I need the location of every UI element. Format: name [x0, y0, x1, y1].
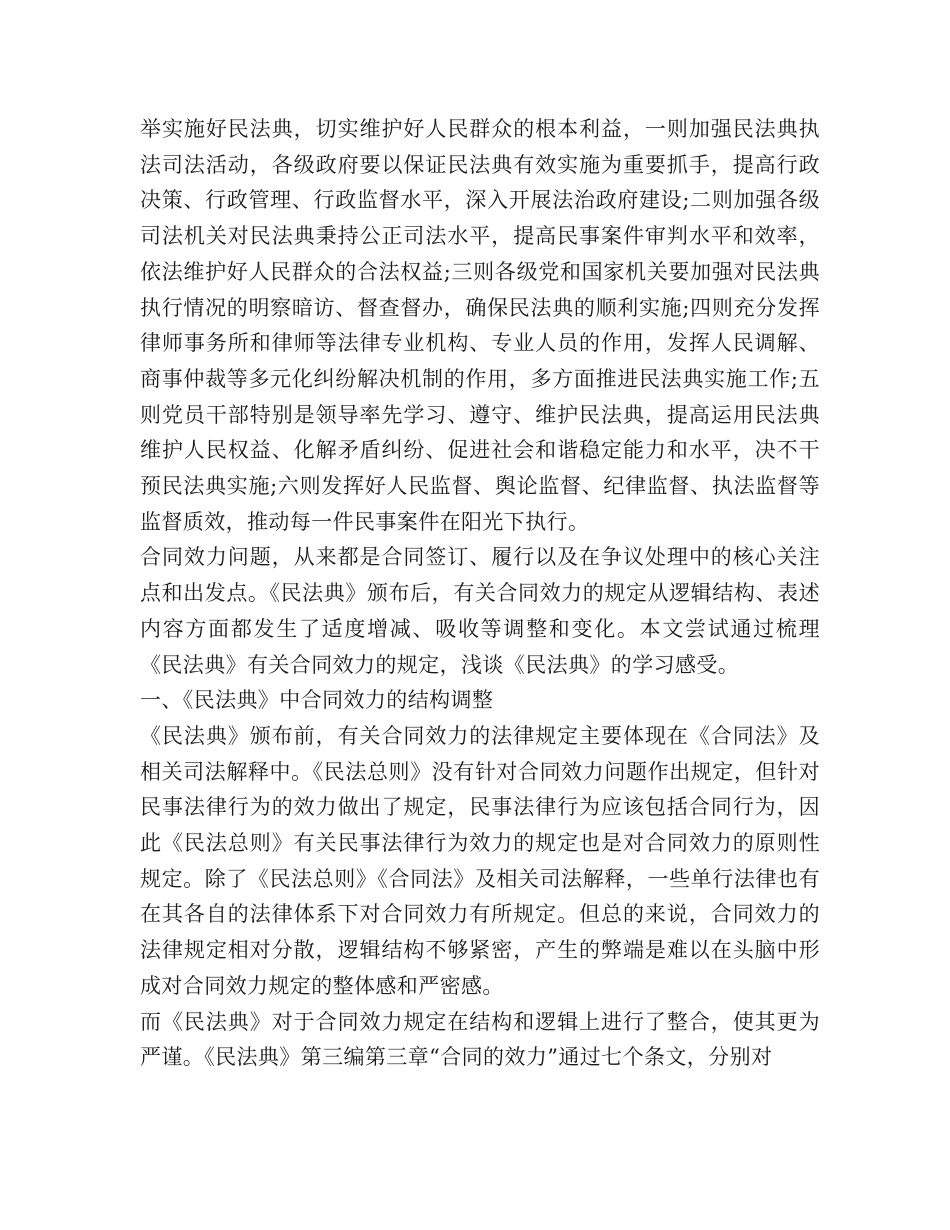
paragraph-contract-validity-intro: 合同效力问题，从来都是合同签订、履行以及在争议处理中的核心关注点和出发点。《民法典》颁布后，有关合同效力的规定从逻辑结构、表述内容方面都发生了适度增减、吸收等调整和变化。本文尝试通过梳理《民法典》有关合同效力的规定，浅谈《民法典》的学习感受。	[140, 545, 820, 677]
paragraph-before-civil-code: 《民法典》颁布前，有关合同效力的法律规定主要体现在《合同法》及相关司法解释中。《民法总则》没有针对合同效力问题作出规定，但针对民事法律行为的效力做出了规定，民事法律行为应该包括合同行为，因此《民法总则》有关民事法律行为效力的规定也是对合同效力的原则性规定。除了《民法总则》《合同法》及相关司法解释，一些单行法律也有在其各自的法律体系下对合同效力有所规定。但总的来说，合同效力的法律规定相对分散，逻辑结构不够紧密，产生的弊端是难以在头脑中形成对合同效力规定的整体感和严密感。	[140, 723, 820, 998]
paragraph-civil-code-integration: 而《民法典》对于合同效力规定在结构和逻辑上进行了整合，使其更为严谨。《民法典》第三编第三章“合同的效力”通过七个条文，分别对	[140, 1009, 820, 1070]
paragraph-civil-code-implementation: 举实施好民法典，切实维护好人民群众的根本利益，一则加强民法典执法司法活动，各级政府要以保证民法典有效实施为重要抓手，提高行政决策、行政管理、行政监督水平，深入开展法治政府建设;二则加强各级司法机关对民法典秉持公正司法水平，提高民事案件审判水平和效率，依法维护好人民群众的合法权益;三则各级党和国家机关要加强对民法典执行情况的明察暗访、督查督办，确保民法典的顺利实施;四则充分发挥律师事务所和律师等法律专业机构、专业人员的作用，发挥人民调解、商事仲裁等多元化纠纷解决机制的作用，多方面推进民法典实施工作;五则党员干部特别是领导率先学习、遵守、维护民法典，提高运用民法典维护人民权益、化解矛盾纠纷、促进社会和谐稳定能力和水平，决不干预民法典实施;六则发挥好人民监督、舆论监督、纪律监督、执法监督等监督质效，推动每一件民事案件在阳光下执行。	[140, 117, 820, 534]
section-heading-structure-adjustment: 一、《民法典》中合同效力的结构调整	[140, 688, 494, 713]
document-body	[140, 112, 820, 1076]
